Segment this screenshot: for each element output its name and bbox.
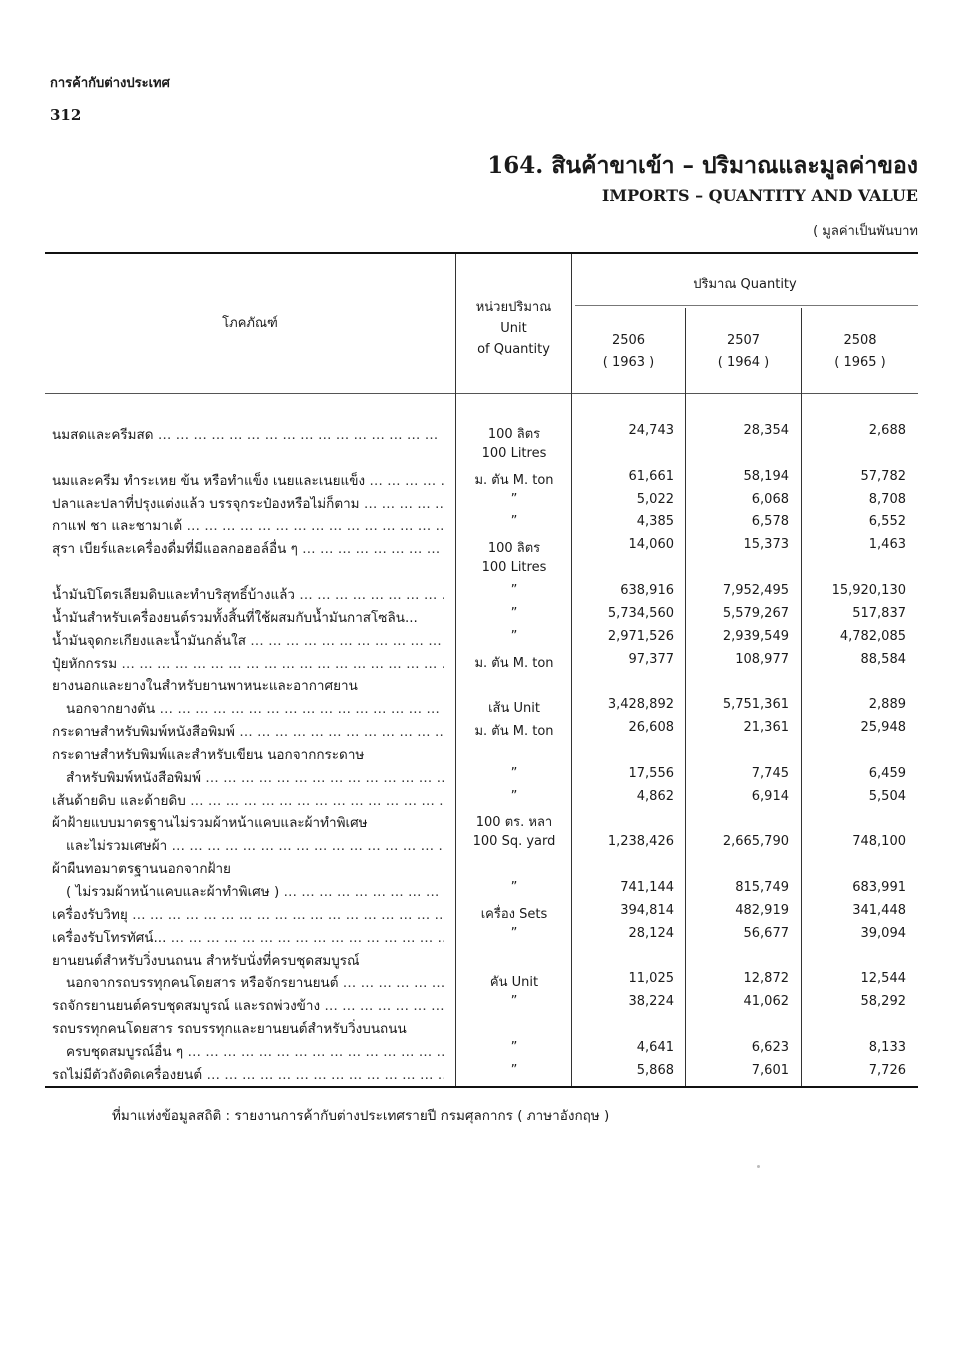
table-row [0, 629, 966, 651]
unit-of-quantity: 100 Litres [481, 446, 547, 461]
unit-of-quantity: คัน Unit [489, 975, 539, 990]
quantity-value-2506: 11,025 [628, 971, 674, 986]
quantity-value-2506: 14,060 [628, 537, 674, 552]
unit-of-quantity: ” [510, 1063, 518, 1078]
commodity-name: สำหรับพิมพ์หนังสือพิมพ์ … … … … … … … … … … … … … … … … … … … … … … … [66, 766, 444, 788]
header-year-2507: 2507 [726, 333, 761, 348]
unit-of-quantity: ” [510, 994, 518, 1009]
commodity-name: น้ำมันสำหรับเครื่องยนต์รวมทั้งสิ้นที่ใช้ผสมกับน้ำมันกาสโซลิน... [52, 610, 418, 626]
quantity-value-2507: 482,919 [735, 903, 789, 918]
quantity-value-2507: 2,939,549 [722, 629, 789, 644]
unit-of-quantity: 100 Litres [481, 560, 547, 575]
quantity-value-2507: 7,952,495 [722, 583, 789, 598]
header-year-1964: ( 1964 ) [717, 355, 770, 370]
quantity-value-2508: 58,292 [860, 994, 906, 1009]
quantity-value-2507: 7,745 [751, 766, 789, 781]
unit-of-quantity: ” [510, 926, 518, 941]
quantity-value-2506: 5,868 [636, 1063, 674, 1078]
quantity-value-2508: 4,782,085 [839, 629, 906, 644]
commodity-name: และไม่รวมเศษผ้า … … … … … … … … … … … … … … … … … … … … … … … [66, 834, 444, 856]
table-row [0, 834, 966, 856]
table-row [0, 652, 966, 674]
table-row [0, 469, 966, 491]
quantity-value-2508: 8,708 [868, 492, 906, 507]
table-row [0, 423, 966, 445]
table-row [0, 949, 966, 971]
table-row [0, 560, 966, 582]
header-quantity: ปริมาณ Quantity [693, 277, 797, 292]
quantity-value-2506: 61,661 [628, 469, 674, 484]
table-top-rule [45, 252, 918, 254]
quantity-value-2508: 7,726 [868, 1063, 906, 1078]
table-row [0, 743, 966, 765]
table-row [0, 583, 966, 605]
quantity-value-2507: 15,373 [743, 537, 789, 552]
commodity-name: นมสดและครีมสด … … … … … … … … … … … … … … … … … … … … … … … [52, 423, 444, 445]
quantity-value-2507: 6,914 [751, 789, 789, 804]
table-row [0, 514, 966, 536]
quantity-value-2507: 12,872 [743, 971, 789, 986]
table-row [0, 1063, 966, 1085]
quantity-value-2506: 4,862 [636, 789, 674, 804]
commodity-name: น้ำมันจุดกะเกียงและน้ำมันกลั่นใส … … … … … … … … … … … … … … … … … … … … … … … [52, 629, 444, 651]
unit-of-quantity: 100 Sq. yard [472, 834, 556, 849]
commodity-name: ปลาและปลาที่ปรุงแต่งแล้ว บรรจุกระป๋องหรือไม่ก็ตาม … … … … … … … … … … … … … … … … … … … … … … … [52, 492, 444, 514]
source-note: ที่มาแห่งข้อมูลสถิติ : รายงานการค้ากับต่างประเทศรายปี กรมศุลกากร ( ภาษาอังกฤษ ) [112, 1108, 610, 1124]
table-row [0, 971, 966, 993]
quantity-value-2506: 741,144 [620, 880, 674, 895]
quantity-value-2508: 1,463 [868, 537, 906, 552]
commodity-name: เครื่องรับโทรทัศน์... … … … … … … … … … … … … … … … … … … … … … … … [52, 926, 444, 948]
quantity-value-2506: 2,971,526 [607, 629, 674, 644]
header-year-2508: 2508 [843, 333, 877, 348]
table-row [0, 537, 966, 559]
commodity-name: กาแฟ ชา และชามาเต้ … … … … … … … … … … … … … … … … … … … … … … … [52, 514, 444, 536]
quantity-value-2507: 56,677 [743, 926, 789, 941]
unit-of-quantity: ม. ตัน M. ton [474, 656, 554, 671]
commodity-name: รถไม่มีตัวถังติดเครื่องยนต์ … … … … … … … … … … … … … … … … … … … … … … … [52, 1063, 444, 1085]
table-row [0, 880, 966, 902]
table-header-rule [45, 393, 918, 394]
quantity-value-2508: 39,094 [860, 926, 906, 941]
commodity-name: กระดาษสำหรับพิมพ์และสำหรับเขียน นอกจากกระดาษ [52, 747, 365, 763]
quantity-value-2507: 58,194 [743, 469, 789, 484]
quantity-value-2507: 6,623 [751, 1040, 789, 1055]
quantity-value-2506: 1,238,426 [607, 834, 674, 849]
commodity-name: ปุ๋ยหักกรรม … … … … … … … … … … … … … … … … … … … … … … … [52, 652, 444, 674]
table-row [0, 492, 966, 514]
table-row [0, 811, 966, 833]
table-row [0, 446, 966, 468]
table-row [0, 994, 966, 1016]
commodity-name: ( ไม่รวมผ้าหน้าแคบและผ้าทำพิเศษ ) … … … … … … … … … … … … … … … … … … … … … … … [66, 880, 444, 902]
quantity-value-2506: 5,022 [636, 492, 674, 507]
commodity-name: รถจักรยานยนต์ครบชุดสมบูรณ์ และรถพ่วงข้าง … … … … … … … … … … … … … … … … … … … … … … … [52, 994, 444, 1016]
table-row [0, 720, 966, 742]
unit-of-quantity: ม. ตัน M. ton [474, 473, 554, 488]
quantity-value-2507: 6,578 [751, 514, 789, 529]
quantity-value-2507: 41,062 [743, 994, 789, 1009]
unit-of-quantity: ” [510, 583, 518, 598]
table-row [0, 697, 966, 719]
commodity-name: ผ้าผืนทอมาตรฐานนอกจากฝ้าย [52, 861, 231, 877]
quantity-value-2508: 2,688 [868, 423, 906, 438]
commodity-name: นมและครีม ทำระเหย ข้น หรือทำแข็ง เนยและเนยแข็ง … … … … … … … … … … … … … … … … … … … … … … … [52, 469, 444, 491]
unit-of-quantity: 100 ตร. หลา [475, 815, 553, 830]
quantity-value-2508: 517,837 [852, 606, 906, 621]
header-unit-en: Unit [500, 321, 527, 336]
unit-of-quantity: ” [510, 514, 518, 529]
quantity-value-2508: 2,889 [868, 697, 906, 712]
quantity-value-2507: 5,751,361 [722, 697, 789, 712]
unit-of-quantity: ” [510, 629, 518, 644]
quantity-value-2508: 6,459 [868, 766, 906, 781]
quantity-value-2508: 748,100 [852, 834, 906, 849]
quantity-value-2508: 88,584 [860, 652, 906, 667]
scan-speck [757, 1165, 760, 1168]
commodity-name: ผ้าฝ้ายแบบมาตรฐานไม่รวมผ้าหน้าแคบและผ้าทำพิเศษ [52, 815, 368, 831]
commodity-name: เครื่องรับวิทยุ … … … … … … … … … … … … … … … … … … … … … … … [52, 903, 444, 925]
table-bottom-rule [45, 1086, 918, 1088]
quantity-value-2506: 4,641 [636, 1040, 674, 1055]
commodity-name: นอกจากรถบรรทุกคนโดยสาร หรือจักรยานยนต์ … … … … … … … … … … … … … … … … … … … … … … … [66, 971, 444, 993]
commodity-name: ครบชุดสมบูรณ์อื่น ๆ … … … … … … … … … … … … … … … … … … … … … … … [66, 1040, 444, 1062]
commodity-name: นอกจากยางตัน … … … … … … … … … … … … … … … … … … … … … … … [66, 697, 444, 719]
unit-of-quantity: เส้น Unit [488, 701, 540, 716]
quantity-value-2508: 5,504 [868, 789, 906, 804]
running-head: การค้ากับต่างประเทศ [50, 76, 170, 91]
quantity-value-2506: 24,743 [628, 423, 674, 438]
unit-of-quantity: 100 ลิตร [487, 541, 541, 556]
quantity-value-2506: 4,385 [636, 514, 674, 529]
quantity-value-2506: 5,734,560 [607, 606, 674, 621]
table-row [0, 606, 966, 628]
table-row [0, 766, 966, 788]
quantity-value-2507: 5,579,267 [722, 606, 789, 621]
commodity-name: ยางนอกและยางในสำหรับยานพาหนะและอากาศยาน [52, 678, 358, 694]
unit-note: ( มูลค่าเป็นพันบาท [813, 224, 918, 239]
commodity-name: รถบรรทุกคนโดยสาร รถบรรทุกและยานยนต์สำหรับวิ่งบนถนน [52, 1021, 407, 1037]
quantity-value-2506: 3,428,892 [607, 697, 674, 712]
header-year-2506: 2506 [611, 333, 646, 348]
unit-of-quantity: ม. ตัน M. ton [474, 724, 554, 739]
header-unit-thai: หน่วยปริมาณ [475, 300, 552, 315]
quantity-value-2508: 15,920,130 [831, 583, 906, 598]
unit-of-quantity: ” [510, 1040, 518, 1055]
quantity-value-2506: 38,224 [628, 994, 674, 1009]
quantity-value-2506: 638,916 [620, 583, 674, 598]
header-year-1963: ( 1963 ) [602, 355, 655, 370]
quantity-value-2507: 28,354 [743, 423, 789, 438]
quantity-value-2506: 17,556 [628, 766, 674, 781]
header-year-1965: ( 1965 ) [834, 355, 886, 370]
table-row [0, 1040, 966, 1062]
quantity-value-2508: 57,782 [860, 469, 906, 484]
unit-of-quantity: ” [510, 606, 518, 621]
quantity-value-2508: 8,133 [868, 1040, 906, 1055]
unit-of-quantity: ” [510, 880, 518, 895]
header-commodity: โภคภัณฑ์ [222, 316, 278, 331]
page-number: 312 [50, 106, 82, 124]
quantity-value-2508: 683,991 [852, 880, 906, 895]
table-row [0, 903, 966, 925]
table-row [0, 789, 966, 811]
quantity-value-2508: 341,448 [852, 903, 906, 918]
table-row [0, 674, 966, 696]
quantity-value-2506: 97,377 [628, 652, 674, 667]
quantity-value-2507: 2,665,790 [722, 834, 789, 849]
unit-of-quantity: ” [510, 766, 518, 781]
quantity-value-2507: 7,601 [751, 1063, 789, 1078]
quantity-value-2508: 12,544 [860, 971, 906, 986]
unit-of-quantity: เครื่อง Sets [480, 907, 548, 922]
unit-of-quantity: 100 ลิตร [487, 427, 541, 442]
quantity-value-2507: 21,361 [743, 720, 789, 735]
quantity-value-2508: 6,552 [868, 514, 906, 529]
quantity-value-2506: 26,608 [628, 720, 674, 735]
commodity-name: เส้นด้ายดิบ และด้ายดิบ … … … … … … … … … … … … … … … … … … … … … … … [52, 789, 444, 811]
header-unit-of-quantity: of Quantity [477, 342, 550, 357]
quantity-value-2506: 394,814 [620, 903, 674, 918]
commodity-name: น้ำมันปิโตรเลียมดิบและทำบริสุทธิ์บ้างแล้ว … … … … … … … … … … … … … … … … … … … … … … … [52, 583, 444, 605]
table-row [0, 1017, 966, 1039]
quantity-subheader-rule [575, 305, 918, 306]
table-title-thai: 164. สินค้าขาเข้า – ปริมาณและมูลค่าของ [487, 152, 918, 179]
table-row [0, 926, 966, 948]
quantity-value-2507: 815,749 [735, 880, 789, 895]
quantity-value-2507: 6,068 [751, 492, 789, 507]
quantity-value-2506: 28,124 [628, 926, 674, 941]
unit-of-quantity: ” [510, 492, 518, 507]
table-row [0, 857, 966, 879]
commodity-name: กระดาษสำหรับพิมพ์หนังสือพิมพ์ … … … … … … … … … … … … … … … … … … … … … … … [52, 720, 444, 742]
table-title-english: IMPORTS – QUANTITY AND VALUE [601, 186, 918, 205]
unit-of-quantity: ” [510, 789, 518, 804]
quantity-value-2508: 25,948 [860, 720, 906, 735]
quantity-value-2507: 108,977 [735, 652, 789, 667]
commodity-name: สุรา เบียร์และเครื่องดื่มที่มีแอลกอฮอล์อื่น ๆ … … … … … … … … … … … … … … … … … … … … … … … [52, 537, 444, 559]
commodity-name: ยานยนต์สำหรับวิ่งบนถนน สำหรับนั่งที่ครบชุดสมบูรณ์ [52, 953, 360, 969]
